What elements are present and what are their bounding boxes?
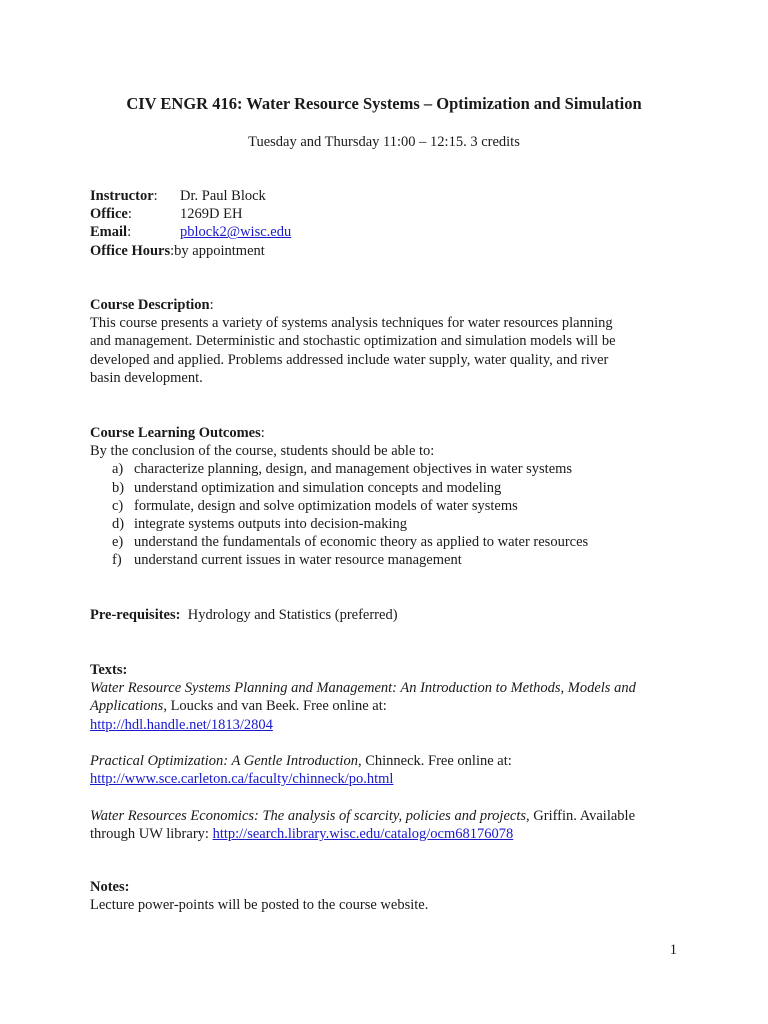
list-item-text: integrate systems outputs into decision-making xyxy=(134,515,408,532)
texts-heading: Texts: xyxy=(90,662,128,678)
learning-outcomes-section xyxy=(90,424,690,570)
instructor-row xyxy=(90,187,690,205)
list-item-text: understand the fundamentals of economic theory as applied to water resources xyxy=(134,534,589,551)
prerequisites-value: Hydrology and Statistics (preferred) xyxy=(187,607,398,623)
course-description-line: basin development. xyxy=(90,369,203,386)
text-title: Practical Optimization: A Gentle Introduction xyxy=(90,753,358,769)
list-marker: d) xyxy=(112,515,125,532)
office-hours-row xyxy=(90,242,690,260)
contact-info xyxy=(90,187,690,260)
text-reference-detail: , Chinneck. Free online at: xyxy=(357,753,512,769)
text-title: Water Resources Economics: The analysis of scarcity, policies and projects xyxy=(90,807,527,824)
list-item-text: understand current issues in water resource management xyxy=(134,552,462,569)
course-description-line: and management. Deterministic and stochastic optimization and simulation models will be xyxy=(90,333,616,350)
page-number: 1 xyxy=(669,942,677,958)
learning-outcomes-intro: By the conclusion of the course, students should be able to: xyxy=(90,443,435,460)
course-description-heading: Course Description: xyxy=(90,297,214,313)
notes-section xyxy=(90,878,690,914)
list-item xyxy=(90,497,690,515)
text-reference-2 xyxy=(90,752,690,788)
instructor-label: Instructor: xyxy=(90,188,158,204)
course-description-section xyxy=(90,296,690,387)
list-marker: b) xyxy=(112,479,125,496)
office-hours-label: Office Hours: xyxy=(90,242,175,259)
list-marker: f) xyxy=(112,552,122,569)
learning-outcomes-list xyxy=(90,460,690,569)
instructor-value: Dr. Paul Block xyxy=(180,188,266,204)
list-item xyxy=(90,479,690,497)
office-value: 1269D EH xyxy=(180,206,243,223)
office-row xyxy=(90,205,690,223)
office-label: Office: xyxy=(90,206,132,223)
list-item xyxy=(90,533,690,551)
list-marker: a) xyxy=(112,461,124,478)
text-reference-detail: , Loucks and van Beek. Free online at: xyxy=(163,698,387,715)
text-reference-link[interactable]: http://www.sce.carleton.ca/faculty/chinneck/po.html xyxy=(90,771,394,788)
email-label: Email: xyxy=(90,224,132,241)
learning-outcomes-heading: Course Learning Outcomes: xyxy=(90,425,265,441)
text-reference-detail: , Griffin. Available xyxy=(526,807,636,824)
text-reference-link[interactable]: http://hdl.handle.net/1813/2804 xyxy=(90,716,273,733)
list-item xyxy=(90,515,690,533)
notes-text: Lecture power-points will be posted to the course website. xyxy=(90,897,429,914)
text-reference-3 xyxy=(90,807,690,843)
course-description-line: developed and applied. Problems addressed include water supply, water quality, and river xyxy=(90,351,609,368)
course-description-line: This course presents a variety of systems analysis techniques for water resources planning xyxy=(90,315,613,332)
list-item-text: understand optimization and simulation concepts and modeling xyxy=(134,479,502,496)
text-reference-1 xyxy=(90,679,690,734)
list-item-text: characterize planning, design, and management objectives in water systems xyxy=(134,461,573,478)
text-title-line: Water Resource Systems Planning and Management: An Introduction to Methods, Models and xyxy=(90,680,636,697)
list-item-text: formulate, design and solve optimization models of water systems xyxy=(134,497,518,514)
list-item xyxy=(90,460,690,478)
text-title-line: Applications xyxy=(90,698,164,715)
list-marker: e) xyxy=(112,534,124,551)
text-reference-detail: through UW library: xyxy=(90,825,213,842)
email-link[interactable]: pblock2@wisc.edu xyxy=(180,224,292,241)
prerequisites-row xyxy=(90,606,690,624)
email-row xyxy=(90,223,690,241)
prerequisites-label: Pre-requisites: xyxy=(90,607,181,623)
office-hours-value: by appointment xyxy=(174,242,265,259)
course-schedule: Tuesday and Thursday 11:00 – 12:15. 3 credits xyxy=(248,134,520,150)
notes-heading: Notes: xyxy=(90,879,130,895)
list-item xyxy=(90,551,690,569)
list-marker: c) xyxy=(112,497,124,514)
course-title: CIV ENGR 416: Water Resource Systems – Optimization and Simulation xyxy=(126,94,642,113)
text-reference-link[interactable]: http://search.library.wisc.edu/catalog/ocm68176078 xyxy=(212,825,514,842)
texts-section xyxy=(90,661,690,843)
